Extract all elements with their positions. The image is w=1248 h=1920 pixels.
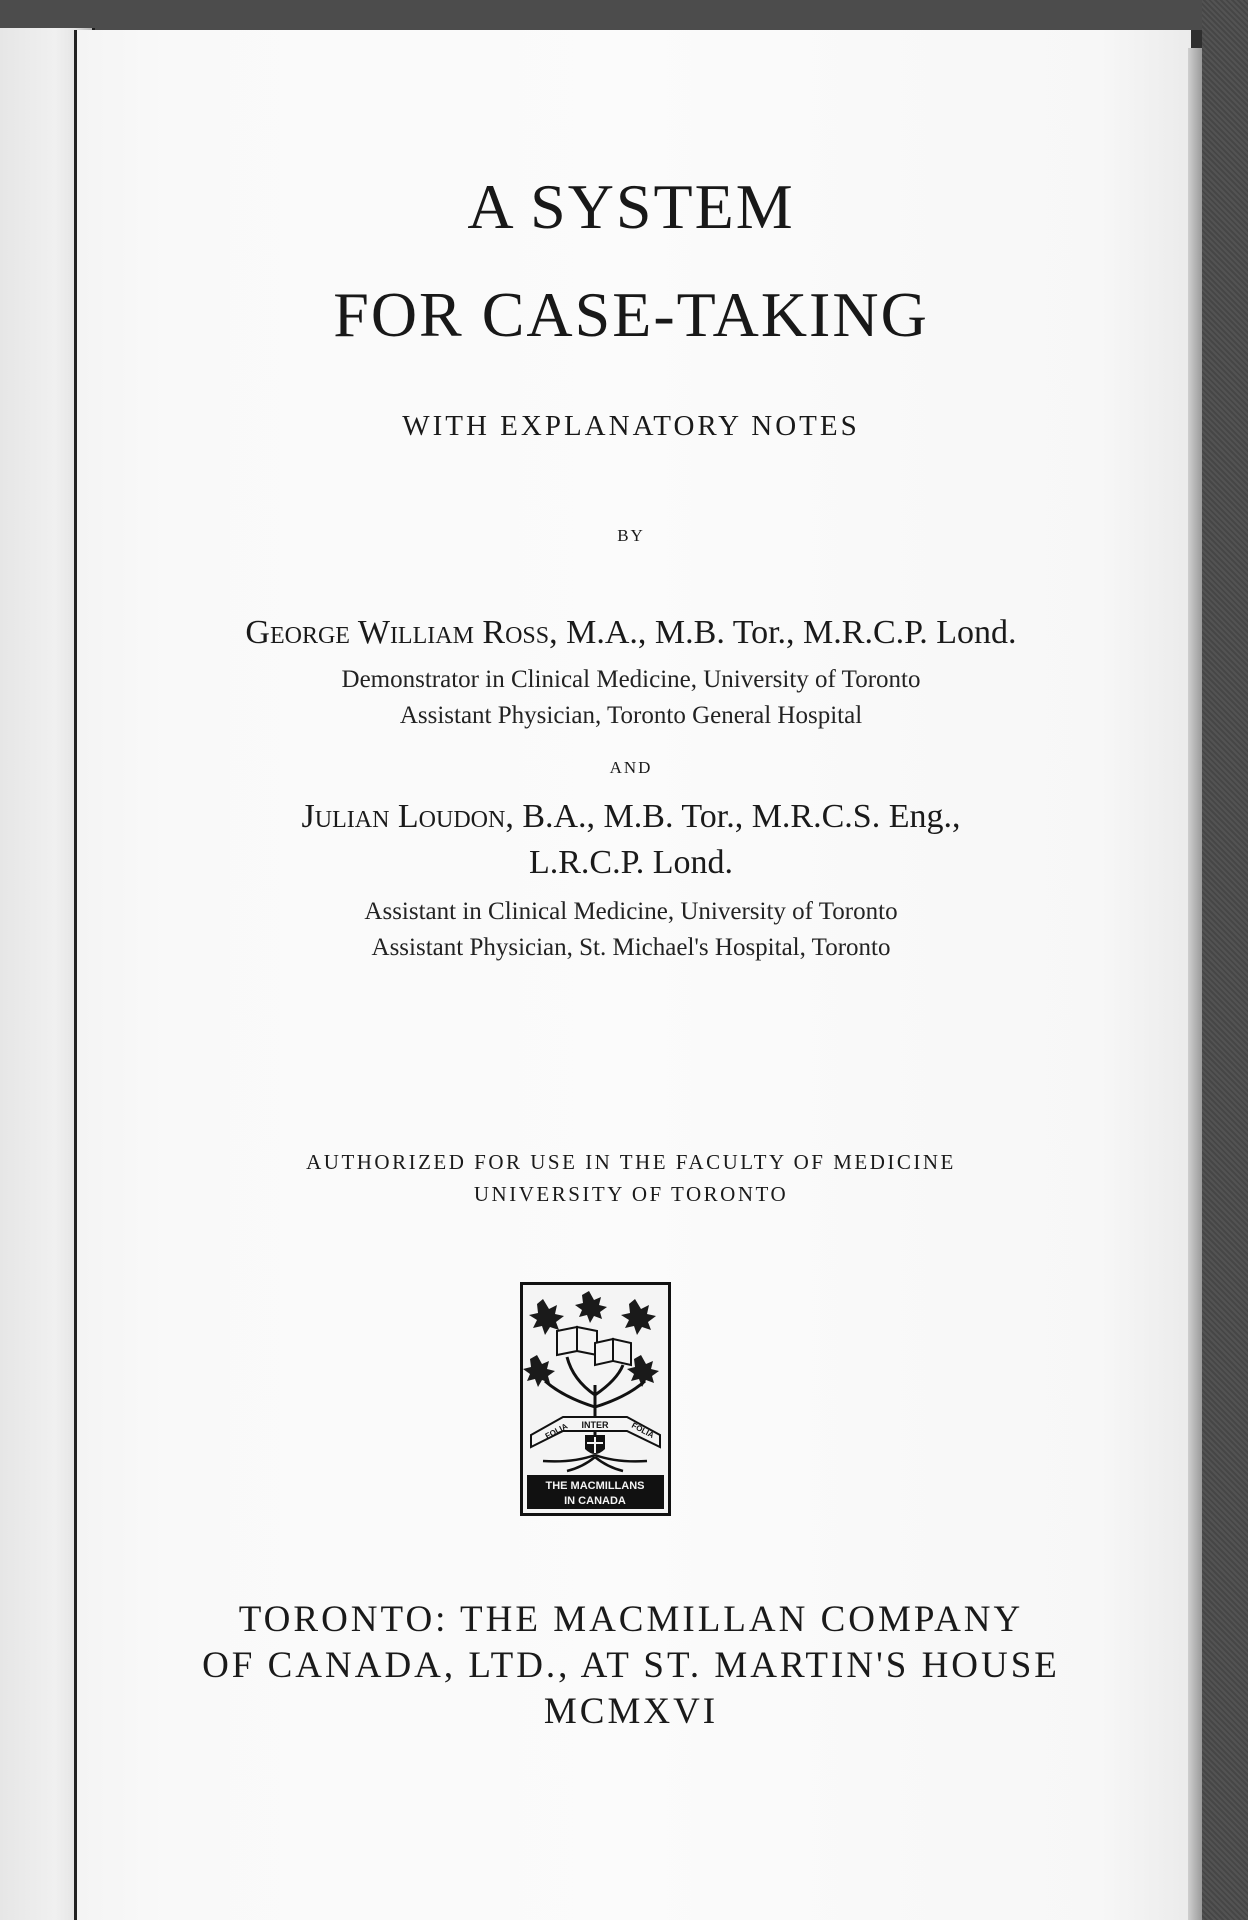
author-2-name: Julian Loudon, — [301, 798, 514, 835]
and-label: AND — [609, 758, 653, 777]
author-2-affiliation: Assistant in Clinical Medicine, University of Toronto — [364, 898, 898, 925]
imprint-year: MCMXVI — [543, 1691, 719, 1732]
book-title-line-2: FOR CASE-TAKING — [333, 279, 929, 350]
author-2-affiliation: Assistant Physician, St. Michael's Hospital, Toronto — [371, 934, 891, 961]
author-1-affiliation: Demonstrator in Clinical Medicine, University of Toronto — [341, 666, 921, 693]
page-block-edge — [1188, 48, 1202, 1920]
authorization-line: UNIVERSITY OF TORONTO — [473, 1182, 789, 1206]
book-subtitle: WITH EXPLANATORY NOTES — [402, 410, 860, 442]
publisher-device — [520, 1282, 671, 1516]
authorization-line: AUTHORIZED FOR USE IN THE FACULTY OF MEDICINE — [306, 1150, 956, 1174]
motto-center: INTER — [581, 1420, 609, 1430]
author-1-qualifications: M.A., M.B. Tor., M.R.C.P. Lond. — [566, 614, 1017, 651]
author-2-qualifications-cont — [74, 844, 1188, 882]
imprint-line: OF CANADA, LTD., AT ST. MARTIN'S HOUSE — [202, 1645, 1060, 1686]
author-1-affiliation: Assistant Physician, Toronto General Hospital — [399, 702, 863, 729]
author-2-qualifications-line-2: L.R.C.P. Lond. — [528, 844, 734, 881]
device-label-line-1: THE MACMILLANS — [545, 1480, 645, 1492]
author-2-qualifications: B.A., M.B. Tor., M.R.C.S. Eng., — [522, 798, 961, 835]
book-title-line-1: A SYSTEM — [467, 171, 795, 242]
book-cover-cloth — [1202, 0, 1248, 1920]
motto-left: FOLIA — [543, 1421, 570, 1441]
author-1-name: George William Ross, — [245, 614, 558, 651]
macmillan-tree-emblem-icon — [523, 1285, 668, 1513]
device-label-line-2: IN CANADA — [564, 1495, 626, 1507]
by-label: BY — [617, 526, 645, 545]
motto-right: FOLIA — [630, 1420, 656, 1441]
cover-top-edge — [0, 0, 1248, 30]
imprint-line: TORONTO: THE MACMILLAN COMPANY — [238, 1599, 1024, 1640]
author-1 — [74, 614, 1188, 652]
author-2 — [74, 798, 1188, 836]
